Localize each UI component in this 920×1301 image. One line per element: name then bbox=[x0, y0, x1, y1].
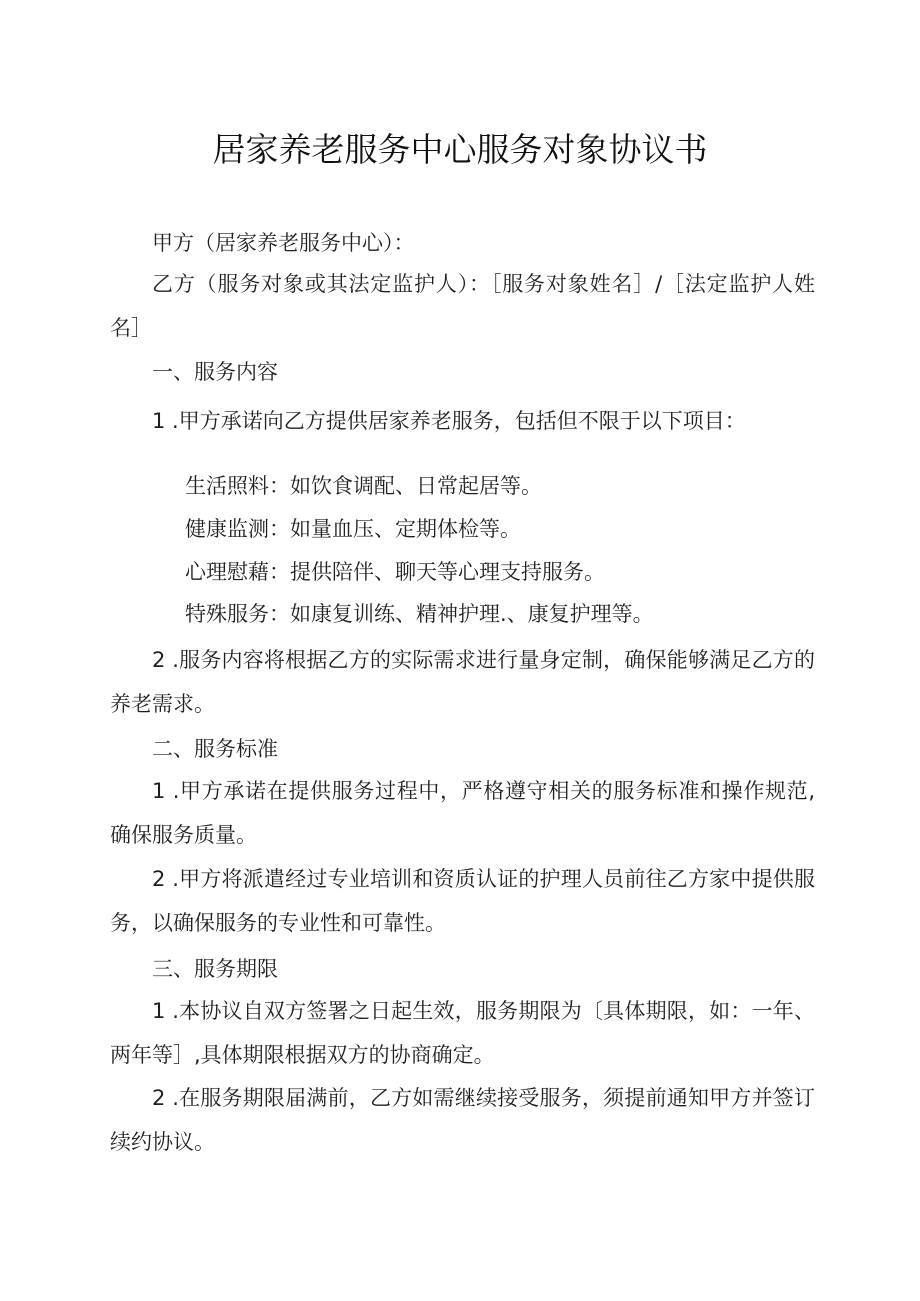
section-1-item-1: 1 .甲方承诺向乙方提供居家养老服务，包括但不限于以下项目： bbox=[152, 409, 746, 433]
sub-item-psych: 心理慰藉：提供陪伴、聊天等心理支持服务。 bbox=[185, 560, 605, 584]
section-1-item-2: 2 .服务内容将根据乙方的实际需求进行量身定制，确保能够满足乙方的养老需求。 bbox=[110, 648, 815, 716]
party-b-paragraph: 乙方（服务对象或其法定监护人）：［服务对象姓名］/［法定监护人姓名］ bbox=[110, 272, 815, 340]
section-2-item-1: 1 .甲方承诺在提供服务过程中，严格遵守相关的服务标准和操作规范,确保服务质量。 bbox=[110, 779, 815, 847]
section-2-heading: 二、服务标准 bbox=[152, 737, 278, 761]
section-3-item-1: 1 .本协议自双方签署之日起生效，服务期限为〔具体期限，如：一年、两年等］,具体期限根据双方的协商确定。 bbox=[110, 999, 815, 1067]
section-2-item-2: 2 .甲方将派遣经过专业培训和资质认证的护理人员前往乙方家中提供服务，以确保服务的专业性和可靠性。 bbox=[110, 867, 815, 935]
section-1-heading: 一、服务内容 bbox=[152, 360, 278, 384]
section-3-item-2: 2 .在服务期限届满前，乙方如需继续接受服务，须提前通知甲方并签订续约协议。 bbox=[110, 1086, 815, 1154]
section-3-heading: 三、服务期限 bbox=[152, 957, 278, 981]
document-title: 居家养老服务中心服务对象协议书 bbox=[212, 130, 708, 169]
sub-item-care: 生活照料：如饮食调配、日常起居等。 bbox=[185, 474, 542, 498]
party-a-line: 甲方（居家养老服务中心）： bbox=[152, 231, 415, 255]
sub-item-special: 特殊服务：如康复训练、精神护理.、康复护理等。 bbox=[185, 602, 654, 626]
sub-item-health: 健康监测：如量血压、定期体检等。 bbox=[185, 517, 521, 541]
